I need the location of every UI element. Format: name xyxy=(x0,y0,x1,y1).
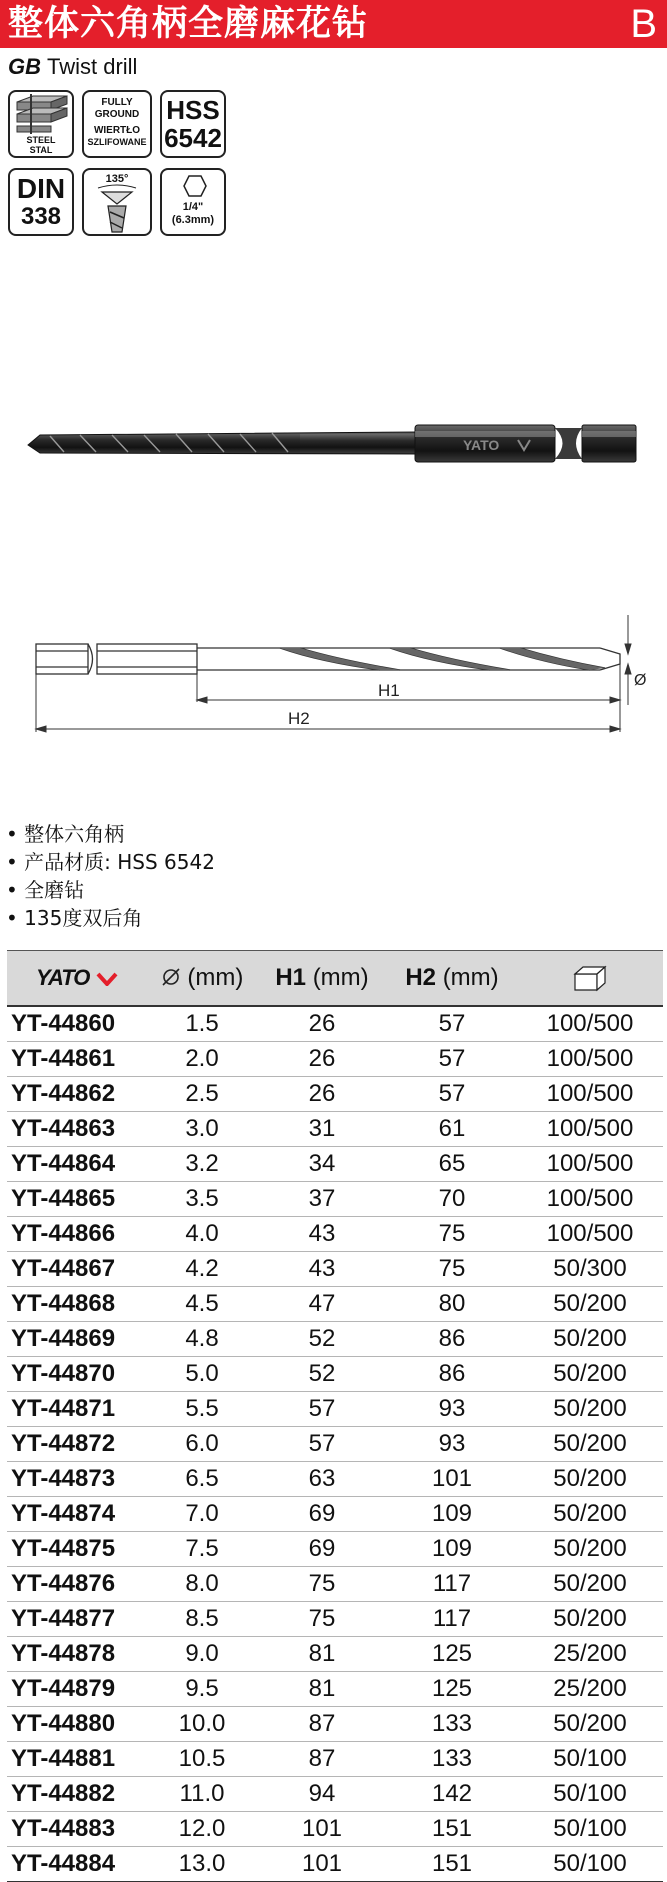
item-code: YT-44862 xyxy=(7,1077,147,1112)
h1-unit: (mm) xyxy=(312,964,369,991)
diameter-value: 9.0 xyxy=(147,1637,257,1672)
din-badge xyxy=(8,168,74,236)
table-row xyxy=(7,1497,663,1532)
feature-item: • 产品材质: HSS 6542 xyxy=(6,848,215,876)
steel-label: STEEL xyxy=(26,135,56,145)
h1-value: 47 xyxy=(257,1287,387,1322)
diameter-value: 8.0 xyxy=(147,1567,257,1602)
hss-badge xyxy=(160,90,226,158)
table-body xyxy=(7,1006,663,1882)
fully-ground-badge xyxy=(82,90,152,158)
diameter-value: 6.5 xyxy=(147,1462,257,1497)
package-qty: 100/500 xyxy=(517,1182,663,1217)
drill-dimension-diagram xyxy=(0,610,667,740)
h2-unit: (mm) xyxy=(442,964,499,991)
h2-value: 109 xyxy=(387,1532,517,1567)
package-qty: 50/100 xyxy=(517,1847,663,1882)
h2-header-label: H2 xyxy=(405,964,437,991)
brand-logo: YATO xyxy=(35,965,90,990)
h1-value: 81 xyxy=(257,1637,387,1672)
product-name: Twist drill xyxy=(47,54,138,79)
item-code: YT-44875 xyxy=(7,1532,147,1567)
package-qty: 50/200 xyxy=(517,1427,663,1462)
h1-value: 57 xyxy=(257,1392,387,1427)
h2-value: 93 xyxy=(387,1427,517,1462)
h1-value: 52 xyxy=(257,1322,387,1357)
diameter-value: 13.0 xyxy=(147,1847,257,1882)
item-code: YT-44870 xyxy=(7,1357,147,1392)
diameter-value: 11.0 xyxy=(147,1777,257,1812)
table-row xyxy=(7,1532,663,1567)
diameter-value: 5.5 xyxy=(147,1392,257,1427)
drill-bit-photo xyxy=(0,395,667,495)
h2-value: 109 xyxy=(387,1497,517,1532)
table-row xyxy=(7,1042,663,1077)
h1-value: 52 xyxy=(257,1357,387,1392)
table-row xyxy=(7,1147,663,1182)
h1-header xyxy=(257,951,387,1007)
h2-value: 86 xyxy=(387,1357,517,1392)
h2-value: 117 xyxy=(387,1567,517,1602)
h1-value: 75 xyxy=(257,1602,387,1637)
h1-value: 43 xyxy=(257,1252,387,1287)
table-row xyxy=(7,1357,663,1392)
h1-value: 87 xyxy=(257,1742,387,1777)
package-qty: 100/500 xyxy=(517,1112,663,1147)
drill-tip-icon xyxy=(84,184,150,234)
package-qty: 25/200 xyxy=(517,1637,663,1672)
h2-value: 142 xyxy=(387,1777,517,1812)
item-code: YT-44872 xyxy=(7,1427,147,1462)
diameter-value: 3.2 xyxy=(147,1147,257,1182)
ground-line-2: GROUND xyxy=(94,109,140,120)
item-code: YT-44864 xyxy=(7,1147,147,1182)
table-row xyxy=(7,1812,663,1847)
package-qty: 50/200 xyxy=(517,1462,663,1497)
h1-value: 26 xyxy=(257,1077,387,1112)
package-qty: 50/200 xyxy=(517,1567,663,1602)
diameter-value: 4.0 xyxy=(147,1217,257,1252)
table-row xyxy=(7,1777,663,1812)
item-code: YT-44880 xyxy=(7,1707,147,1742)
brand-chevron-icon xyxy=(96,972,118,986)
item-code: YT-44866 xyxy=(7,1217,147,1252)
table-row xyxy=(7,1462,663,1497)
brand-header xyxy=(7,951,147,1007)
steel-label-pl: STAL xyxy=(29,145,53,155)
diameter-value: 1.5 xyxy=(147,1006,257,1042)
ground-line-3: WIERTŁO xyxy=(93,125,141,136)
table-row xyxy=(7,1217,663,1252)
h2-value: 61 xyxy=(387,1112,517,1147)
table-row xyxy=(7,1112,663,1147)
section-letter: B xyxy=(630,2,657,46)
diameter-value: 3.5 xyxy=(147,1182,257,1217)
table-row xyxy=(7,1252,663,1287)
h1-value: 69 xyxy=(257,1532,387,1567)
diameter-value: 2.0 xyxy=(147,1042,257,1077)
h2-value: 65 xyxy=(387,1147,517,1182)
package-qty: 100/500 xyxy=(517,1217,663,1252)
package-qty: 50/100 xyxy=(517,1777,663,1812)
h2-value: 75 xyxy=(387,1217,517,1252)
table-row xyxy=(7,1847,663,1882)
table-row xyxy=(7,1182,663,1217)
spec-table xyxy=(7,950,663,1882)
package-qty: 25/200 xyxy=(517,1672,663,1707)
item-code: YT-44877 xyxy=(7,1602,147,1637)
h1-value: 26 xyxy=(257,1042,387,1077)
feature-item: • 135度双后角 xyxy=(6,904,215,932)
item-code: YT-44876 xyxy=(7,1567,147,1602)
item-code: YT-44884 xyxy=(7,1847,147,1882)
product-subtitle xyxy=(8,54,137,80)
diameter-header xyxy=(147,951,257,1007)
h1-value: 37 xyxy=(257,1182,387,1217)
h2-value: 117 xyxy=(387,1602,517,1637)
package-qty: 100/500 xyxy=(517,1042,663,1077)
package-qty: 50/100 xyxy=(517,1742,663,1777)
diameter-value: 12.0 xyxy=(147,1812,257,1847)
table-row xyxy=(7,1077,663,1112)
h1-value: 87 xyxy=(257,1707,387,1742)
h2-value: 80 xyxy=(387,1287,517,1322)
package-qty: 100/500 xyxy=(517,1006,663,1042)
h2-value: 57 xyxy=(387,1042,517,1077)
diameter-value: 9.5 xyxy=(147,1672,257,1707)
ground-line-1: FULLY xyxy=(101,97,133,108)
item-code: YT-44881 xyxy=(7,1742,147,1777)
h1-value: 26 xyxy=(257,1006,387,1042)
page-header xyxy=(0,0,667,48)
din-number: 338 xyxy=(20,203,62,230)
diameter-value: 6.0 xyxy=(147,1427,257,1462)
table-row xyxy=(7,1392,663,1427)
table-row xyxy=(7,1637,663,1672)
table-row xyxy=(7,1287,663,1322)
item-code: YT-44861 xyxy=(7,1042,147,1077)
feature-item: • 全磨钻 xyxy=(6,876,215,904)
table-row xyxy=(7,1322,663,1357)
diameter-unit: (mm) xyxy=(187,964,244,991)
item-code: YT-44867 xyxy=(7,1252,147,1287)
table-row xyxy=(7,1567,663,1602)
h2-label: H2 xyxy=(288,709,310,728)
item-code: YT-44879 xyxy=(7,1672,147,1707)
h2-value: 101 xyxy=(387,1462,517,1497)
h1-value: 31 xyxy=(257,1112,387,1147)
diameter-icon xyxy=(161,967,181,987)
package-qty: 50/200 xyxy=(517,1322,663,1357)
diameter-value: 7.5 xyxy=(147,1532,257,1567)
h2-value: 125 xyxy=(387,1672,517,1707)
h2-value: 70 xyxy=(387,1182,517,1217)
table-row xyxy=(7,1672,663,1707)
standard-label: GB xyxy=(8,54,41,79)
table-row xyxy=(7,1006,663,1042)
drill-brand-mark: YATO xyxy=(463,437,500,453)
h2-value: 93 xyxy=(387,1392,517,1427)
package-qty: 50/200 xyxy=(517,1357,663,1392)
h1-label: H1 xyxy=(378,681,400,700)
package-qty: 100/500 xyxy=(517,1077,663,1112)
h1-value: 101 xyxy=(257,1847,387,1882)
item-code: YT-44883 xyxy=(7,1812,147,1847)
h2-value: 125 xyxy=(387,1637,517,1672)
package-qty: 50/200 xyxy=(517,1707,663,1742)
hex-shank-badge xyxy=(160,168,226,236)
h2-header xyxy=(387,951,517,1007)
item-code: YT-44865 xyxy=(7,1182,147,1217)
h1-value: 57 xyxy=(257,1427,387,1462)
package-qty: 50/200 xyxy=(517,1392,663,1427)
item-code: YT-44860 xyxy=(7,1006,147,1042)
package-qty: 50/100 xyxy=(517,1812,663,1847)
package-box-icon xyxy=(571,964,609,992)
item-code: YT-44874 xyxy=(7,1497,147,1532)
item-code: YT-44868 xyxy=(7,1287,147,1322)
diameter-value: 4.5 xyxy=(147,1287,257,1322)
package-qty: 100/500 xyxy=(517,1147,663,1182)
feature-list xyxy=(6,820,215,932)
package-qty: 50/200 xyxy=(517,1532,663,1567)
hex-size-inch: 1/4" xyxy=(182,201,204,213)
feature-item: • 整体六角柄 xyxy=(6,820,215,848)
diameter-value: 8.5 xyxy=(147,1602,257,1637)
h1-value: 94 xyxy=(257,1777,387,1812)
diameter-value: 10.5 xyxy=(147,1742,257,1777)
h1-value: 101 xyxy=(257,1812,387,1847)
page-title: 整体六角柄全磨麻花钻 xyxy=(8,4,369,44)
steel-badge xyxy=(8,90,74,158)
hexagon-icon xyxy=(183,175,207,197)
diameter-value: 7.0 xyxy=(147,1497,257,1532)
h1-value: 63 xyxy=(257,1462,387,1497)
h1-header-label: H1 xyxy=(275,964,307,991)
item-code: YT-44869 xyxy=(7,1322,147,1357)
hss-grade: 6542 xyxy=(164,123,222,153)
h2-value: 86 xyxy=(387,1322,517,1357)
diameter-value: 10.0 xyxy=(147,1707,257,1742)
item-code: YT-44873 xyxy=(7,1462,147,1497)
h2-value: 151 xyxy=(387,1812,517,1847)
package-qty: 50/200 xyxy=(517,1287,663,1322)
item-code: YT-44878 xyxy=(7,1637,147,1672)
table-header-row xyxy=(7,951,663,1007)
h2-value: 133 xyxy=(387,1742,517,1777)
diameter-value: 2.5 xyxy=(147,1077,257,1112)
h1-value: 69 xyxy=(257,1497,387,1532)
package-qty: 50/200 xyxy=(517,1497,663,1532)
item-code: YT-44871 xyxy=(7,1392,147,1427)
table-row xyxy=(7,1742,663,1777)
h2-value: 133 xyxy=(387,1707,517,1742)
h1-value: 81 xyxy=(257,1672,387,1707)
diameter-label: Ø xyxy=(634,672,647,689)
package-qty: 50/200 xyxy=(517,1602,663,1637)
h2-value: 57 xyxy=(387,1077,517,1112)
diameter-value: 3.0 xyxy=(147,1112,257,1147)
din-label: DIN xyxy=(16,173,66,204)
hss-label: HSS xyxy=(166,95,220,125)
hex-size-mm: (6.3mm) xyxy=(171,214,215,226)
h2-value: 57 xyxy=(387,1006,517,1042)
table-row xyxy=(7,1427,663,1462)
table-row xyxy=(7,1602,663,1637)
h1-value: 75 xyxy=(257,1567,387,1602)
point-angle-badge xyxy=(82,168,152,236)
steel-layers-icon xyxy=(11,94,73,134)
diameter-value: 4.8 xyxy=(147,1322,257,1357)
package-header xyxy=(517,951,663,1007)
table-row xyxy=(7,1707,663,1742)
h1-value: 34 xyxy=(257,1147,387,1182)
h2-value: 151 xyxy=(387,1847,517,1882)
ground-line-4: SZLIFOWANE xyxy=(87,137,147,147)
package-qty: 50/300 xyxy=(517,1252,663,1287)
h1-value: 43 xyxy=(257,1217,387,1252)
angle-label: 135° xyxy=(105,173,129,185)
h2-value: 75 xyxy=(387,1252,517,1287)
diameter-value: 5.0 xyxy=(147,1357,257,1392)
item-code: YT-44882 xyxy=(7,1777,147,1812)
item-code: YT-44863 xyxy=(7,1112,147,1147)
diameter-value: 4.2 xyxy=(147,1252,257,1287)
